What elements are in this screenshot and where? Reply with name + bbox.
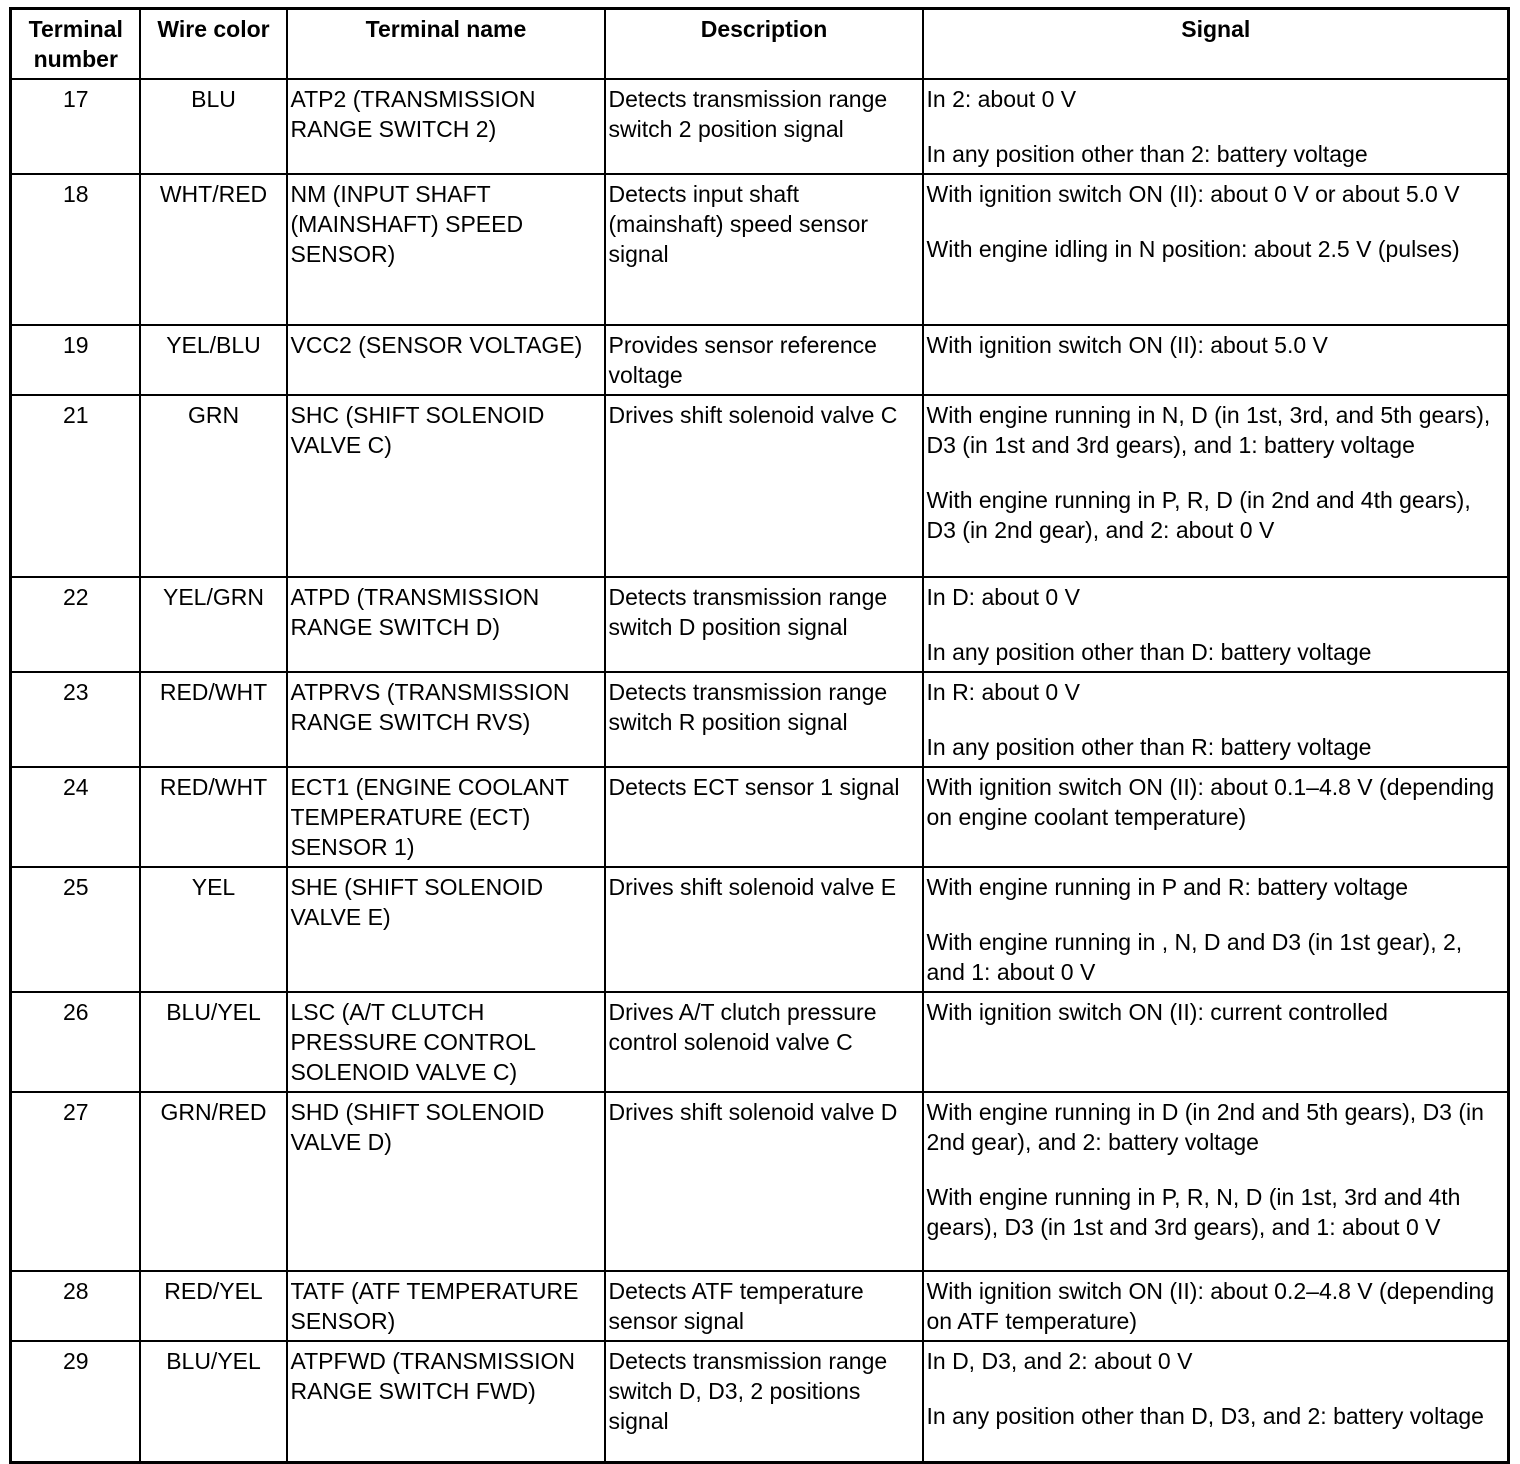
- signal-line: With engine running in P, R, D (in 2nd and 4th gears), D3 (in 2nd gear), and 2: about 0 V: [926, 487, 1471, 543]
- signal-cell: [923, 174, 1509, 325]
- wire-color-cell: WHT/RED: [140, 174, 287, 325]
- terminal-name-cell: SHC (SHIFT SOLENOID VALVE C): [287, 395, 605, 577]
- signal-cell: [923, 867, 1509, 992]
- signal-line: With ignition switch ON (II): about 0.1–4.8 V (depending on engine coolant temperature): [926, 774, 1495, 830]
- table-row: [11, 1271, 1509, 1341]
- description-cell: Provides sensor reference voltage: [605, 325, 923, 395]
- wire-color-cell: YEL: [140, 867, 287, 992]
- description-cell: Detects ECT sensor 1 signal: [605, 767, 923, 867]
- signal-line: In any position other than D: battery voltage: [926, 639, 1372, 665]
- description-cell: Drives shift solenoid valve E: [605, 867, 923, 992]
- signal-cell: [923, 1092, 1509, 1271]
- signal-line: In D, D3, and 2: about 0 V: [926, 1348, 1193, 1374]
- wire-color-cell: YEL/GRN: [140, 577, 287, 672]
- signal-line: In any position other than D, D3, and 2: battery voltage: [926, 1403, 1484, 1429]
- terminal-number-cell: 27: [11, 1092, 140, 1271]
- table-row: [11, 1092, 1509, 1271]
- description-cell: Drives A/T clutch pressure control solenoid valve C: [605, 992, 923, 1092]
- terminal-number-cell: 23: [11, 672, 140, 767]
- header-signal: Signal: [923, 9, 1509, 80]
- terminal-name-cell: SHD (SHIFT SOLENOID VALVE D): [287, 1092, 605, 1271]
- signal-line: With ignition switch ON (II): about 0 V or about 5.0 V: [926, 181, 1460, 207]
- wire-color-cell: BLU/YEL: [140, 992, 287, 1092]
- signal-cell: [923, 79, 1509, 174]
- wire-color-cell: YEL/BLU: [140, 325, 287, 395]
- table-body: [11, 79, 1509, 1462]
- table-row: [11, 577, 1509, 672]
- table-row: [11, 79, 1509, 174]
- signal-line: With engine running in P, R, N, D (in 1st, 3rd and 4th gears), D3 (in 1st and 3rd gears), and 1: about 0 V: [926, 1184, 1461, 1240]
- wire-color-cell: RED/YEL: [140, 1271, 287, 1341]
- terminal-number-cell: 18: [11, 174, 140, 325]
- signal-cell: [923, 1341, 1509, 1462]
- wire-color-cell: GRN/RED: [140, 1092, 287, 1271]
- terminal-number-cell: 21: [11, 395, 140, 577]
- terminal-number-cell: 24: [11, 767, 140, 867]
- signal-line: With engine idling in N position: about 2.5 V (pulses): [926, 236, 1460, 262]
- terminal-number-cell: 25: [11, 867, 140, 992]
- terminal-name-cell: ECT1 (ENGINE COOLANT TEMPERATURE (ECT) SENSOR 1): [287, 767, 605, 867]
- signal-line: In 2: about 0 V: [926, 86, 1077, 112]
- signal-line: With engine running in , N, D and D3 (in 1st gear), 2, and 1: about 0 V: [926, 929, 1463, 985]
- table-row: [11, 767, 1509, 867]
- description-cell: Drives shift solenoid valve C: [605, 395, 923, 577]
- description-cell: Drives shift solenoid valve D: [605, 1092, 923, 1271]
- table-row: [11, 325, 1509, 395]
- terminal-number-cell: 17: [11, 79, 140, 174]
- wire-color-cell: GRN: [140, 395, 287, 577]
- wire-color-cell: BLU/YEL: [140, 1341, 287, 1462]
- terminal-table: [9, 7, 1510, 1464]
- header-row: [11, 9, 1509, 80]
- terminal-name-cell: TATF (ATF TEMPERATURE SENSOR): [287, 1271, 605, 1341]
- signal-line: In D: about 0 V: [926, 584, 1080, 610]
- terminal-number-cell: 19: [11, 325, 140, 395]
- signal-line: With ignition switch ON (II): about 0.2–4.8 V (depending on ATF temperature): [926, 1278, 1495, 1334]
- signal-cell: [923, 767, 1509, 867]
- wire-color-cell: BLU: [140, 79, 287, 174]
- description-cell: Detects transmission range switch R position signal: [605, 672, 923, 767]
- header-description: Description: [605, 9, 923, 80]
- signal-cell: [923, 577, 1509, 672]
- signal-line: With engine running in N, D (in 1st, 3rd, and 5th gears), D3 (in 1st and 3rd gears), and 1: battery voltage: [926, 402, 1491, 458]
- terminal-name-cell: ATP2 (TRANSMISSION RANGE SWITCH 2): [287, 79, 605, 174]
- description-cell: Detects transmission range switch D position signal: [605, 577, 923, 672]
- description-cell: Detects ATF temperature sensor signal: [605, 1271, 923, 1341]
- table-row: [11, 672, 1509, 767]
- terminal-name-cell: ATPRVS (TRANSMISSION RANGE SWITCH RVS): [287, 672, 605, 767]
- description-cell: Detects input shaft (mainshaft) speed sensor signal: [605, 174, 923, 325]
- signal-line: With ignition switch ON (II): about 5.0 V: [926, 332, 1328, 358]
- signal-line: With engine running in P and R: battery voltage: [926, 874, 1409, 900]
- table-row: [11, 867, 1509, 992]
- header-wire-color: Wire color: [140, 9, 287, 80]
- signal-line: With engine running in D (in 2nd and 5th gears), D3 (in 2nd gear), and 2: battery voltage: [926, 1099, 1484, 1155]
- table-row: [11, 395, 1509, 577]
- description-cell: Detects transmission range switch D, D3, 2 positions signal: [605, 1341, 923, 1462]
- signal-cell: [923, 325, 1509, 395]
- signal-line: With ignition switch ON (II): current controlled: [926, 999, 1388, 1025]
- signal-cell: [923, 992, 1509, 1092]
- signal-cell: [923, 1271, 1509, 1341]
- description-cell: Detects transmission range switch 2 position signal: [605, 79, 923, 174]
- terminal-name-cell: ATPFWD (TRANSMISSION RANGE SWITCH FWD): [287, 1341, 605, 1462]
- terminal-number-cell: 29: [11, 1341, 140, 1462]
- table-row: [11, 992, 1509, 1092]
- terminal-number-cell: 26: [11, 992, 140, 1092]
- table-row: [11, 1341, 1509, 1462]
- signal-cell: [923, 672, 1509, 767]
- signal-line: In any position other than R: battery voltage: [926, 734, 1372, 760]
- table-row: [11, 174, 1509, 325]
- terminal-name-cell: ATPD (TRANSMISSION RANGE SWITCH D): [287, 577, 605, 672]
- signal-line: In R: about 0 V: [926, 679, 1080, 705]
- terminal-number-cell: 22: [11, 577, 140, 672]
- terminal-name-cell: VCC2 (SENSOR VOLTAGE): [287, 325, 605, 395]
- header-terminal-number: Terminal number: [11, 9, 140, 80]
- wire-color-cell: RED/WHT: [140, 672, 287, 767]
- terminal-number-cell: 28: [11, 1271, 140, 1341]
- signal-cell: [923, 395, 1509, 577]
- terminal-name-cell: LSC (A/T CLUTCH PRESSURE CONTROL SOLENOID VALVE C): [287, 992, 605, 1092]
- terminal-name-cell: SHE (SHIFT SOLENOID VALVE E): [287, 867, 605, 992]
- wire-color-cell: RED/WHT: [140, 767, 287, 867]
- signal-line: In any position other than 2: battery voltage: [926, 141, 1368, 167]
- header-terminal-name: Terminal name: [287, 9, 605, 80]
- terminal-name-cell: NM (INPUT SHAFT (MAINSHAFT) SPEED SENSOR): [287, 174, 605, 325]
